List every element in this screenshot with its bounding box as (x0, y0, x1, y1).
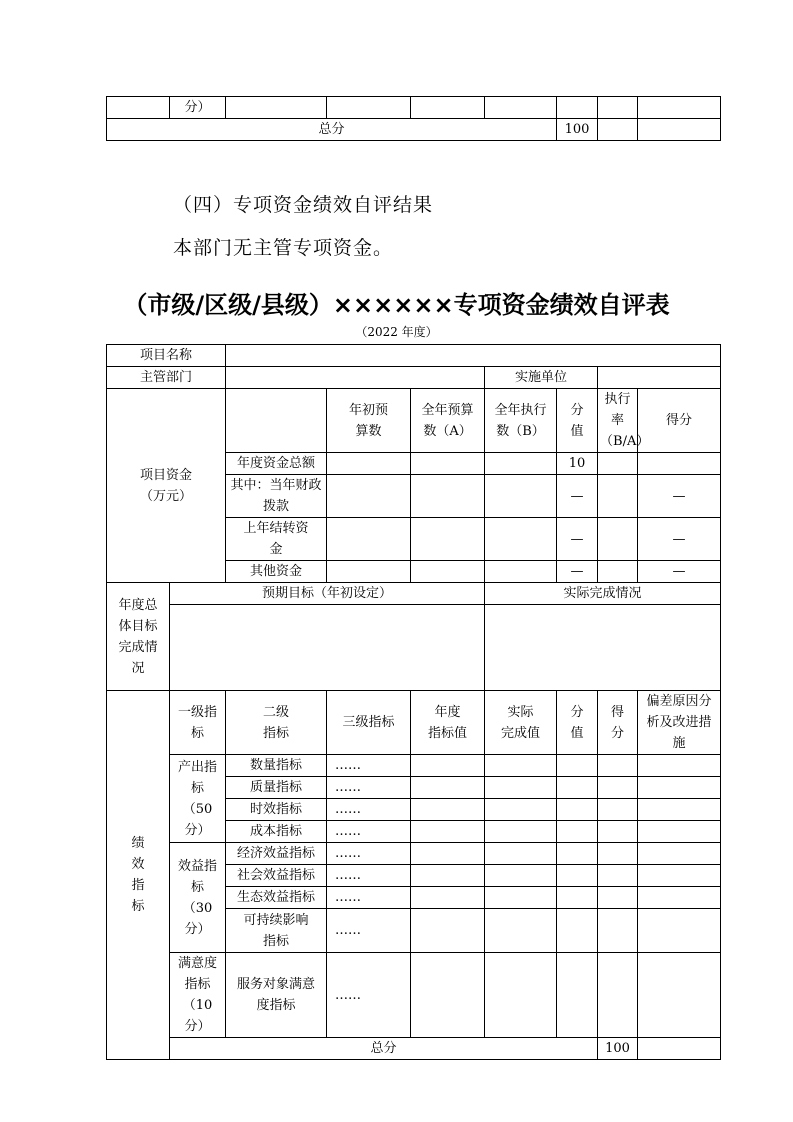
impl-unit-label: 实施单位 (485, 367, 598, 389)
dots: …… (327, 843, 411, 865)
benefit-label: 效益指 标 （30 分） (170, 843, 226, 953)
dots: …… (327, 909, 411, 953)
dash: — (557, 518, 598, 561)
benefit-item: 生态效益指标 (226, 887, 327, 909)
impl-unit-value (598, 367, 721, 389)
output-item: 成本指标 (226, 821, 327, 843)
cell (107, 97, 170, 119)
h-score: 分 值 (557, 389, 598, 453)
form-year: （2022 年度） (355, 325, 438, 339)
fen-cell: 分） (170, 97, 226, 119)
benefit-item: 经济效益指标 (226, 843, 327, 865)
satisfaction-label: 满意度 指标 （10 分） (170, 953, 226, 1038)
top-score-table (106, 96, 721, 141)
cell (411, 97, 485, 119)
expected-goal-label: 预期目标（年初设定） (170, 583, 485, 605)
h-year-value: 年度 指标值 (411, 691, 485, 755)
form-title: （市级/区级/县级）××××××专项资金绩效自评表 (123, 291, 670, 319)
overall-label: 年度总 体目标 完成情 况 (107, 583, 170, 691)
benefit-item: 可持续影响 指标 (226, 909, 327, 953)
dash: — (638, 518, 721, 561)
h-reason: 偏差原因分 析及改进措 施 (638, 691, 721, 755)
section-heading: （四）专项资金绩效自评结果 (173, 194, 434, 216)
dots: …… (327, 953, 411, 1038)
h-got: 得 分 (598, 691, 638, 755)
h-initial: 年初预 算数 (327, 389, 411, 453)
total-label: 总分 (107, 119, 557, 141)
output-item: 数量指标 (226, 755, 327, 777)
cell (226, 389, 327, 453)
h-level3: 三级指标 (327, 691, 411, 755)
benefit-item: 社会效益指标 (226, 865, 327, 887)
cell (557, 97, 598, 119)
row-total-label: 年度资金总额 (226, 453, 327, 475)
cell (327, 97, 411, 119)
funds-label-line: 项目资金 (140, 467, 193, 483)
row-carry-label: 上年结转资 金 (226, 518, 327, 561)
dots: …… (327, 887, 411, 909)
h-rate: 执行率 （B/A） (598, 389, 638, 453)
dots: …… (327, 799, 411, 821)
h-got: 得分 (638, 389, 721, 453)
dash: — (638, 561, 721, 583)
perf-label: 绩 效 指 标 (107, 691, 170, 1060)
h-level1: 一级指 标 (170, 691, 226, 755)
dept-value (226, 367, 485, 389)
cell (598, 119, 638, 141)
actual-completion-label: 实际完成情况 (485, 583, 721, 605)
h-exec: 全年执行 数（B） (485, 389, 557, 453)
dash: — (557, 561, 598, 583)
cell (638, 119, 721, 141)
funds-label-line: （万元） (140, 488, 193, 504)
h-score: 分 值 (557, 691, 598, 755)
cell (638, 97, 721, 119)
total-label: 总分 (170, 1038, 598, 1060)
row-total-score: 10 (557, 453, 598, 475)
output-item: 质量指标 (226, 777, 327, 799)
row-fiscal-label: 其中：当年财政拨款 (226, 475, 327, 518)
output-item: 时效指标 (226, 799, 327, 821)
evaluation-table (106, 344, 721, 1060)
total-value: 100 (598, 1038, 638, 1060)
actual-completion-value (485, 605, 721, 691)
dots: …… (327, 777, 411, 799)
row-other-label: 其他资金 (226, 561, 327, 583)
total-value: 100 (557, 119, 598, 141)
h-actual-value: 实际 完成值 (485, 691, 557, 755)
cell (598, 97, 638, 119)
section-body: 本部门无主管专项资金。 (173, 237, 394, 259)
project-name-label: 项目名称 (107, 345, 226, 367)
dots: …… (327, 821, 411, 843)
funds-label (107, 389, 226, 583)
dept-label: 主管部门 (107, 367, 226, 389)
dots: …… (327, 865, 411, 887)
cell (485, 97, 557, 119)
h-level2: 二级 指标 (226, 691, 327, 755)
expected-goal-value (170, 605, 485, 691)
output-label: 产出指 标 （50 分） (170, 755, 226, 843)
cell (226, 97, 327, 119)
dash: — (557, 475, 598, 518)
project-name-value (226, 345, 721, 367)
h-full: 全年预算 数（A） (411, 389, 485, 453)
satisfaction-item: 服务对象满意 度指标 (226, 953, 327, 1038)
dots: …… (327, 755, 411, 777)
dash: — (638, 475, 721, 518)
